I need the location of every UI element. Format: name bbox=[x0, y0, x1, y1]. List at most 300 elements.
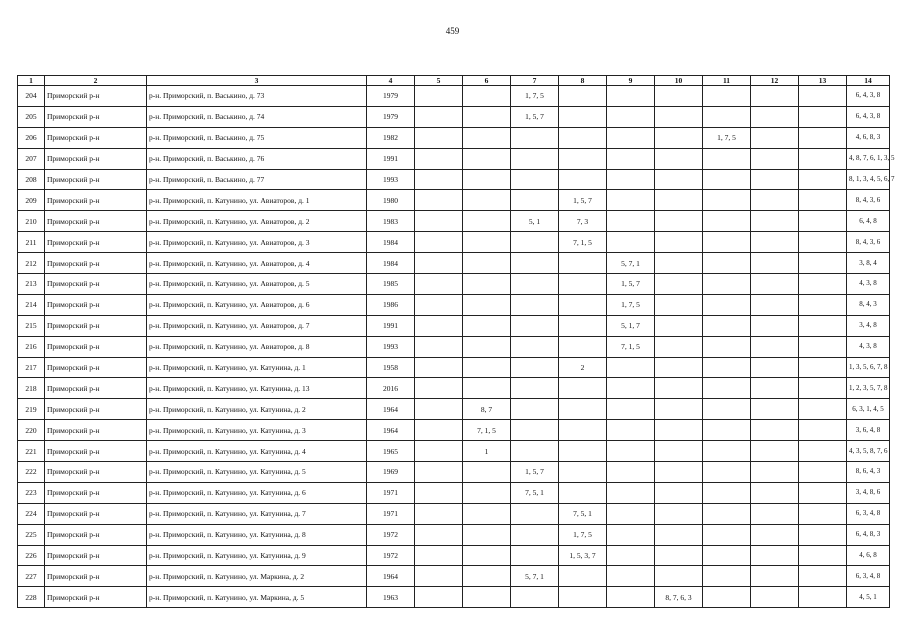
table-cell-col-4: 1979 bbox=[367, 86, 415, 107]
table-cell-col-7: 1, 5, 7 bbox=[511, 106, 559, 127]
table-cell-col-6 bbox=[463, 503, 511, 524]
table-cell-col-12 bbox=[751, 169, 799, 190]
table-cell-col-3: р-н. Приморский, п. Катунино, ул. Катунина, д. 4 bbox=[147, 441, 367, 462]
table-row bbox=[18, 127, 890, 148]
table-cell-col-7 bbox=[511, 148, 559, 169]
table-cell-col-2: Приморский р-н bbox=[45, 545, 147, 566]
table-row bbox=[18, 524, 890, 545]
table-cell-col-13 bbox=[799, 420, 847, 441]
table-cell-col-2: Приморский р-н bbox=[45, 566, 147, 587]
table-cell-col-11 bbox=[703, 169, 751, 190]
table-cell-col-5 bbox=[415, 462, 463, 483]
table-cell-col-4: 1972 bbox=[367, 524, 415, 545]
table-cell-col-11 bbox=[703, 420, 751, 441]
table-cell-col-3: р-н. Приморский, п. Катунино, ул. Маркина, д. 5 bbox=[147, 587, 367, 608]
table-cell-col-3: р-н. Приморский, п. Васькино, д. 76 bbox=[147, 148, 367, 169]
table-cell-col-12 bbox=[751, 545, 799, 566]
table-cell-col-9 bbox=[607, 190, 655, 211]
table-cell-col-12 bbox=[751, 148, 799, 169]
table-row bbox=[18, 587, 890, 608]
table-cell-col-14: 4, 6, 8, 3 bbox=[847, 127, 890, 148]
table-cell-col-4: 1983 bbox=[367, 211, 415, 232]
table-cell-col-12 bbox=[751, 357, 799, 378]
table-cell-col-2: Приморский р-н bbox=[45, 587, 147, 608]
table-cell-col-10 bbox=[655, 378, 703, 399]
table-row bbox=[18, 294, 890, 315]
table-row bbox=[18, 399, 890, 420]
table-cell-col-14: 8, 6, 4, 3 bbox=[847, 462, 890, 483]
table-cell-col-12 bbox=[751, 587, 799, 608]
table-cell-col-2: Приморский р-н bbox=[45, 106, 147, 127]
table-cell-col-6 bbox=[463, 566, 511, 587]
table-cell-col-3: р-н. Приморский, п. Катунино, ул. Катунина, д. 5 bbox=[147, 462, 367, 483]
table-cell-col-6 bbox=[463, 169, 511, 190]
table-cell-col-7 bbox=[511, 294, 559, 315]
table-cell-col-3: р-н. Приморский, п. Васькино, д. 73 bbox=[147, 86, 367, 107]
table-row bbox=[18, 357, 890, 378]
table-cell-col-1: 205 bbox=[18, 106, 45, 127]
table-cell-col-14: 6, 4, 8, 3 bbox=[847, 524, 890, 545]
table-row bbox=[18, 336, 890, 357]
table-cell-col-2: Приморский р-н bbox=[45, 420, 147, 441]
table-cell-col-5 bbox=[415, 106, 463, 127]
table-cell-col-13 bbox=[799, 127, 847, 148]
table-cell-col-1: 225 bbox=[18, 524, 45, 545]
table-cell-col-5 bbox=[415, 524, 463, 545]
table-cell-col-1: 220 bbox=[18, 420, 45, 441]
table-cell-col-13 bbox=[799, 336, 847, 357]
table-cell-col-9 bbox=[607, 378, 655, 399]
table-cell-col-7 bbox=[511, 274, 559, 295]
table-cell-col-8 bbox=[559, 482, 607, 503]
table-cell-col-11 bbox=[703, 357, 751, 378]
table-cell-col-2: Приморский р-н bbox=[45, 378, 147, 399]
table-cell-col-6: 8, 7 bbox=[463, 399, 511, 420]
table-cell-col-12 bbox=[751, 378, 799, 399]
table-cell-col-8 bbox=[559, 336, 607, 357]
table-cell-col-3: р-н. Приморский, п. Катунино, ул. Катунина, д. 3 bbox=[147, 420, 367, 441]
table-cell-col-14: 3, 4, 8, 6 bbox=[847, 482, 890, 503]
table-cell-col-9 bbox=[607, 462, 655, 483]
table-cell-col-5 bbox=[415, 336, 463, 357]
table-cell-col-10 bbox=[655, 566, 703, 587]
table-cell-col-10: 8, 7, 6, 3 bbox=[655, 587, 703, 608]
table-row bbox=[18, 232, 890, 253]
table-cell-col-7 bbox=[511, 587, 559, 608]
table-cell-col-11 bbox=[703, 86, 751, 107]
table-cell-col-4: 1991 bbox=[367, 148, 415, 169]
table-cell-col-6 bbox=[463, 274, 511, 295]
table-cell-col-6: 7, 1, 5 bbox=[463, 420, 511, 441]
table-cell-col-11 bbox=[703, 106, 751, 127]
table-cell-col-5 bbox=[415, 503, 463, 524]
table-cell-col-7 bbox=[511, 420, 559, 441]
table-row bbox=[18, 545, 890, 566]
table-cell-col-11: 1, 7, 5 bbox=[703, 127, 751, 148]
table-cell-col-14: 6, 3, 4, 8 bbox=[847, 566, 890, 587]
table-cell-col-8 bbox=[559, 253, 607, 274]
table-row bbox=[18, 462, 890, 483]
table-cell-col-5 bbox=[415, 148, 463, 169]
table-cell-col-6 bbox=[463, 462, 511, 483]
table-cell-col-6 bbox=[463, 524, 511, 545]
table-cell-col-8 bbox=[559, 274, 607, 295]
table-cell-col-4: 1963 bbox=[367, 587, 415, 608]
table-cell-col-11 bbox=[703, 336, 751, 357]
table-cell-col-10 bbox=[655, 211, 703, 232]
table-cell-col-10 bbox=[655, 148, 703, 169]
table-cell-col-4: 1993 bbox=[367, 336, 415, 357]
table-cell-col-2: Приморский р-н bbox=[45, 524, 147, 545]
table-cell-col-1: 228 bbox=[18, 587, 45, 608]
table-cell-col-8: 1, 5, 3, 7 bbox=[559, 545, 607, 566]
table-cell-col-12 bbox=[751, 86, 799, 107]
table-cell-col-9 bbox=[607, 148, 655, 169]
table-body bbox=[18, 86, 895, 608]
table-cell-col-9 bbox=[607, 524, 655, 545]
table-cell-col-14: 3, 6, 4, 8 bbox=[847, 420, 890, 441]
table-cell-col-1: 212 bbox=[18, 253, 45, 274]
table-cell-col-2: Приморский р-н bbox=[45, 253, 147, 274]
table-cell-col-12 bbox=[751, 190, 799, 211]
table-cell-col-6 bbox=[463, 357, 511, 378]
table-cell-col-14: 3, 4, 8 bbox=[847, 315, 890, 336]
table-cell-col-6 bbox=[463, 127, 511, 148]
table-cell-col-6: 1 bbox=[463, 441, 511, 462]
table-cell-col-13 bbox=[799, 253, 847, 274]
table-cell-col-12 bbox=[751, 482, 799, 503]
table-cell-col-3: р-н. Приморский, п. Катунино, ул. Катунина, д. 2 bbox=[147, 399, 367, 420]
table-cell-col-9: 5, 7, 1 bbox=[607, 253, 655, 274]
table-cell-col-7 bbox=[511, 253, 559, 274]
table-cell-col-13 bbox=[799, 148, 847, 169]
table-cell-col-2: Приморский р-н bbox=[45, 190, 147, 211]
table-cell-col-1: 226 bbox=[18, 545, 45, 566]
table-cell-col-11 bbox=[703, 587, 751, 608]
page-number: 459 bbox=[445, 26, 460, 36]
table-cell-col-8 bbox=[559, 587, 607, 608]
table-cell-col-10 bbox=[655, 127, 703, 148]
table-cell-col-12 bbox=[751, 106, 799, 127]
table-cell-col-1: 222 bbox=[18, 462, 45, 483]
table-cell-col-9 bbox=[607, 127, 655, 148]
table-cell-col-5 bbox=[415, 566, 463, 587]
table-cell-col-3: р-н. Приморский, п. Катунино, ул. Авиаторов, д. 8 bbox=[147, 336, 367, 357]
table-cell-col-14: 6, 3, 1, 4, 5 bbox=[847, 399, 890, 420]
table-cell-col-14: 8, 1, 3, 4, 5, 6, 7 bbox=[847, 169, 890, 190]
table-cell-col-8 bbox=[559, 169, 607, 190]
table-cell-col-9: 7, 1, 5 bbox=[607, 336, 655, 357]
column-header: 2 bbox=[45, 76, 147, 86]
table-cell-col-7 bbox=[511, 441, 559, 462]
table-cell-col-2: Приморский р-н bbox=[45, 357, 147, 378]
table-row bbox=[18, 169, 890, 190]
table-cell-col-2: Приморский р-н bbox=[45, 232, 147, 253]
table-cell-col-10 bbox=[655, 336, 703, 357]
table-cell-col-9: 5, 1, 7 bbox=[607, 315, 655, 336]
table-cell-col-6 bbox=[463, 294, 511, 315]
table-cell-col-5 bbox=[415, 294, 463, 315]
table-cell-col-12 bbox=[751, 294, 799, 315]
table-cell-col-1: 206 bbox=[18, 127, 45, 148]
table-cell-col-6 bbox=[463, 482, 511, 503]
table-cell-col-9 bbox=[607, 399, 655, 420]
table-cell-col-3: р-н. Приморский, п. Катунино, ул. Авиаторов, д. 2 bbox=[147, 211, 367, 232]
table-cell-col-1: 227 bbox=[18, 566, 45, 587]
table-cell-col-8 bbox=[559, 148, 607, 169]
table-cell-col-13 bbox=[799, 545, 847, 566]
table-cell-col-10 bbox=[655, 253, 703, 274]
table-cell-col-6 bbox=[463, 587, 511, 608]
table-cell-col-10 bbox=[655, 545, 703, 566]
table-cell-col-7 bbox=[511, 315, 559, 336]
table-cell-col-9 bbox=[607, 482, 655, 503]
column-header: 12 bbox=[751, 76, 799, 86]
table-row bbox=[18, 503, 890, 524]
table-cell-col-6 bbox=[463, 86, 511, 107]
table-cell-col-12 bbox=[751, 441, 799, 462]
table-cell-col-1: 208 bbox=[18, 169, 45, 190]
table-cell-col-13 bbox=[799, 169, 847, 190]
table-cell-col-5 bbox=[415, 127, 463, 148]
table-cell-col-11 bbox=[703, 545, 751, 566]
table-cell-col-12 bbox=[751, 462, 799, 483]
table-cell-col-11 bbox=[703, 294, 751, 315]
table-cell-col-11 bbox=[703, 482, 751, 503]
table-cell-col-2: Приморский р-н bbox=[45, 127, 147, 148]
table-cell-col-1: 209 bbox=[18, 190, 45, 211]
table-row bbox=[18, 106, 890, 127]
table-cell-col-10 bbox=[655, 441, 703, 462]
table-cell-col-11 bbox=[703, 211, 751, 232]
table-cell-col-14: 8, 4, 3, 6 bbox=[847, 190, 890, 211]
table-cell-col-4: 1982 bbox=[367, 127, 415, 148]
table-cell-col-11 bbox=[703, 232, 751, 253]
table-row bbox=[18, 566, 890, 587]
column-header: 14 bbox=[847, 76, 890, 86]
table-cell-col-14: 4, 3, 8 bbox=[847, 336, 890, 357]
table-cell-col-5 bbox=[415, 587, 463, 608]
table-cell-col-7: 5, 7, 1 bbox=[511, 566, 559, 587]
table-cell-col-4: 1985 bbox=[367, 274, 415, 295]
table-cell-col-7 bbox=[511, 127, 559, 148]
table-cell-col-3: р-н. Приморский, п. Катунино, ул. Авиаторов, д. 6 bbox=[147, 294, 367, 315]
table-cell-col-2: Приморский р-н bbox=[45, 86, 147, 107]
table-row bbox=[18, 190, 890, 211]
table-cell-col-11 bbox=[703, 441, 751, 462]
table-cell-col-1: 216 bbox=[18, 336, 45, 357]
table-cell-col-8 bbox=[559, 378, 607, 399]
table-cell-col-4: 1991 bbox=[367, 315, 415, 336]
table-cell-col-8 bbox=[559, 566, 607, 587]
table-cell-col-9 bbox=[607, 86, 655, 107]
table-cell-col-10 bbox=[655, 399, 703, 420]
table-cell-col-13 bbox=[799, 106, 847, 127]
table-cell-col-8 bbox=[559, 315, 607, 336]
table-cell-col-4: 1965 bbox=[367, 441, 415, 462]
table-row bbox=[18, 211, 890, 232]
table-cell-col-4: 1979 bbox=[367, 106, 415, 127]
table-cell-col-11 bbox=[703, 315, 751, 336]
column-header: 5 bbox=[415, 76, 463, 86]
table-cell-col-14: 4, 6, 8 bbox=[847, 545, 890, 566]
table-cell-col-9 bbox=[607, 441, 655, 462]
table-cell-col-11 bbox=[703, 566, 751, 587]
table-cell-col-10 bbox=[655, 357, 703, 378]
table-cell-col-13 bbox=[799, 566, 847, 587]
table-cell-col-13 bbox=[799, 232, 847, 253]
table-cell-col-10 bbox=[655, 86, 703, 107]
table-cell-col-11 bbox=[703, 253, 751, 274]
column-header: 6 bbox=[463, 76, 511, 86]
table-cell-col-5 bbox=[415, 86, 463, 107]
table-cell-col-14: 1, 3, 5, 6, 7, 8 bbox=[847, 357, 890, 378]
table-row bbox=[18, 420, 890, 441]
table-cell-col-9 bbox=[607, 106, 655, 127]
column-header: 11 bbox=[703, 76, 751, 86]
table-cell-col-4: 2016 bbox=[367, 378, 415, 399]
table-cell-col-6 bbox=[463, 106, 511, 127]
table-cell-col-13 bbox=[799, 211, 847, 232]
table-cell-col-14: 6, 4, 8 bbox=[847, 211, 890, 232]
table-cell-col-7 bbox=[511, 399, 559, 420]
table-cell-col-11 bbox=[703, 190, 751, 211]
table-cell-col-13 bbox=[799, 587, 847, 608]
table-cell-col-2: Приморский р-н bbox=[45, 336, 147, 357]
table-cell-col-10 bbox=[655, 462, 703, 483]
table-cell-col-7 bbox=[511, 503, 559, 524]
table-cell-col-10 bbox=[655, 420, 703, 441]
table-cell-col-7: 5, 1 bbox=[511, 211, 559, 232]
table-cell-col-9: 1, 7, 5 bbox=[607, 294, 655, 315]
table-cell-col-8: 7, 3 bbox=[559, 211, 607, 232]
table-cell-col-1: 210 bbox=[18, 211, 45, 232]
table-cell-col-14: 3, 8, 4 bbox=[847, 253, 890, 274]
table-cell-col-12 bbox=[751, 566, 799, 587]
table-cell-col-3: р-н. Приморский, п. Катунино, ул. Катунина, д. 1 bbox=[147, 357, 367, 378]
table-cell-col-2: Приморский р-н bbox=[45, 503, 147, 524]
table-cell-col-1: 215 bbox=[18, 315, 45, 336]
table-cell-col-13 bbox=[799, 524, 847, 545]
table-cell-col-4: 1984 bbox=[367, 232, 415, 253]
table-cell-col-14: 4, 3, 8 bbox=[847, 274, 890, 295]
column-header: 9 bbox=[607, 76, 655, 86]
table-cell-col-10 bbox=[655, 482, 703, 503]
table-cell-col-8: 1, 7, 5 bbox=[559, 524, 607, 545]
table-cell-col-1: 214 bbox=[18, 294, 45, 315]
table-cell-col-3: р-н. Приморский, п. Катунино, ул. Авиаторов, д. 4 bbox=[147, 253, 367, 274]
table-cell-col-7: 7, 5, 1 bbox=[511, 482, 559, 503]
table-row bbox=[18, 482, 890, 503]
table-cell-col-4: 1993 bbox=[367, 169, 415, 190]
table-cell-col-9 bbox=[607, 169, 655, 190]
table-cell-col-13 bbox=[799, 441, 847, 462]
table-cell-col-3: р-н. Приморский, п. Васькино, д. 77 bbox=[147, 169, 367, 190]
table-cell-col-12 bbox=[751, 315, 799, 336]
table-row bbox=[18, 378, 890, 399]
table-cell-col-8 bbox=[559, 294, 607, 315]
table-cell-col-14: 6, 3, 4, 8 bbox=[847, 503, 890, 524]
table-cell-col-6 bbox=[463, 232, 511, 253]
table-cell-col-1: 211 bbox=[18, 232, 45, 253]
table-cell-col-7: 1, 7, 5 bbox=[511, 86, 559, 107]
table-cell-col-8: 7, 1, 5 bbox=[559, 232, 607, 253]
table-cell-col-9: 1, 5, 7 bbox=[607, 274, 655, 295]
table-cell-col-11 bbox=[703, 503, 751, 524]
table-cell-col-13 bbox=[799, 86, 847, 107]
table-row bbox=[18, 441, 890, 462]
table-cell-col-8: 2 bbox=[559, 357, 607, 378]
table-cell-col-10 bbox=[655, 524, 703, 545]
table-cell-col-14: 4, 3, 5, 8, 7, 6 bbox=[847, 441, 890, 462]
table-row bbox=[18, 253, 890, 274]
table-cell-col-1: 207 bbox=[18, 148, 45, 169]
table-cell-col-5 bbox=[415, 169, 463, 190]
column-header: 10 bbox=[655, 76, 703, 86]
table-cell-col-7: 1, 5, 7 bbox=[511, 462, 559, 483]
table-cell-col-6 bbox=[463, 315, 511, 336]
table-row bbox=[18, 315, 890, 336]
table-cell-col-11 bbox=[703, 399, 751, 420]
column-header: 1 bbox=[18, 76, 45, 86]
table-cell-col-14: 6, 4, 3, 8 bbox=[847, 106, 890, 127]
table-cell-col-1: 218 bbox=[18, 378, 45, 399]
table-cell-col-8: 1, 5, 7 bbox=[559, 190, 607, 211]
table-cell-col-7 bbox=[511, 524, 559, 545]
table-cell-col-5 bbox=[415, 315, 463, 336]
table-cell-col-3: р-н. Приморский, п. Катунино, ул. Авиаторов, д. 5 bbox=[147, 274, 367, 295]
column-header: 8 bbox=[559, 76, 607, 86]
table-cell-col-6 bbox=[463, 190, 511, 211]
table-cell-col-11 bbox=[703, 274, 751, 295]
table-cell-col-2: Приморский р-н bbox=[45, 148, 147, 169]
table-cell-col-1: 204 bbox=[18, 86, 45, 107]
table-cell-col-10 bbox=[655, 232, 703, 253]
table-cell-col-8 bbox=[559, 399, 607, 420]
table-cell-col-5 bbox=[415, 399, 463, 420]
table-cell-col-9 bbox=[607, 420, 655, 441]
table-cell-col-5 bbox=[415, 232, 463, 253]
table-cell-col-11 bbox=[703, 378, 751, 399]
table-cell-col-8 bbox=[559, 420, 607, 441]
table-cell-col-4: 1972 bbox=[367, 545, 415, 566]
table-cell-col-7 bbox=[511, 169, 559, 190]
table-cell-col-2: Приморский р-н bbox=[45, 315, 147, 336]
table-cell-col-2: Приморский р-н bbox=[45, 399, 147, 420]
table-cell-col-11 bbox=[703, 148, 751, 169]
table-cell-col-5 bbox=[415, 420, 463, 441]
table-cell-col-14: 4, 8, 7, 6, 1, 3, 5 bbox=[847, 148, 890, 169]
table-cell-col-10 bbox=[655, 274, 703, 295]
table-cell-col-7 bbox=[511, 545, 559, 566]
table-cell-col-2: Приморский р-н bbox=[45, 441, 147, 462]
header-row bbox=[18, 76, 890, 86]
table-cell-col-12 bbox=[751, 232, 799, 253]
table-cell-col-12 bbox=[751, 253, 799, 274]
table-cell-col-13 bbox=[799, 274, 847, 295]
table-cell-col-1: 221 bbox=[18, 441, 45, 462]
table-cell-col-1: 219 bbox=[18, 399, 45, 420]
table-cell-col-3: р-н. Приморский, п. Васькино, д. 75 bbox=[147, 127, 367, 148]
table-cell-col-4: 1969 bbox=[367, 462, 415, 483]
table-cell-col-2: Приморский р-н bbox=[45, 274, 147, 295]
table-cell-col-14: 4, 5, 1 bbox=[847, 587, 890, 608]
table-cell-col-13 bbox=[799, 462, 847, 483]
table-cell-col-4: 1964 bbox=[367, 566, 415, 587]
table-cell-col-12 bbox=[751, 524, 799, 545]
table-cell-col-10 bbox=[655, 169, 703, 190]
table-cell-col-13 bbox=[799, 357, 847, 378]
